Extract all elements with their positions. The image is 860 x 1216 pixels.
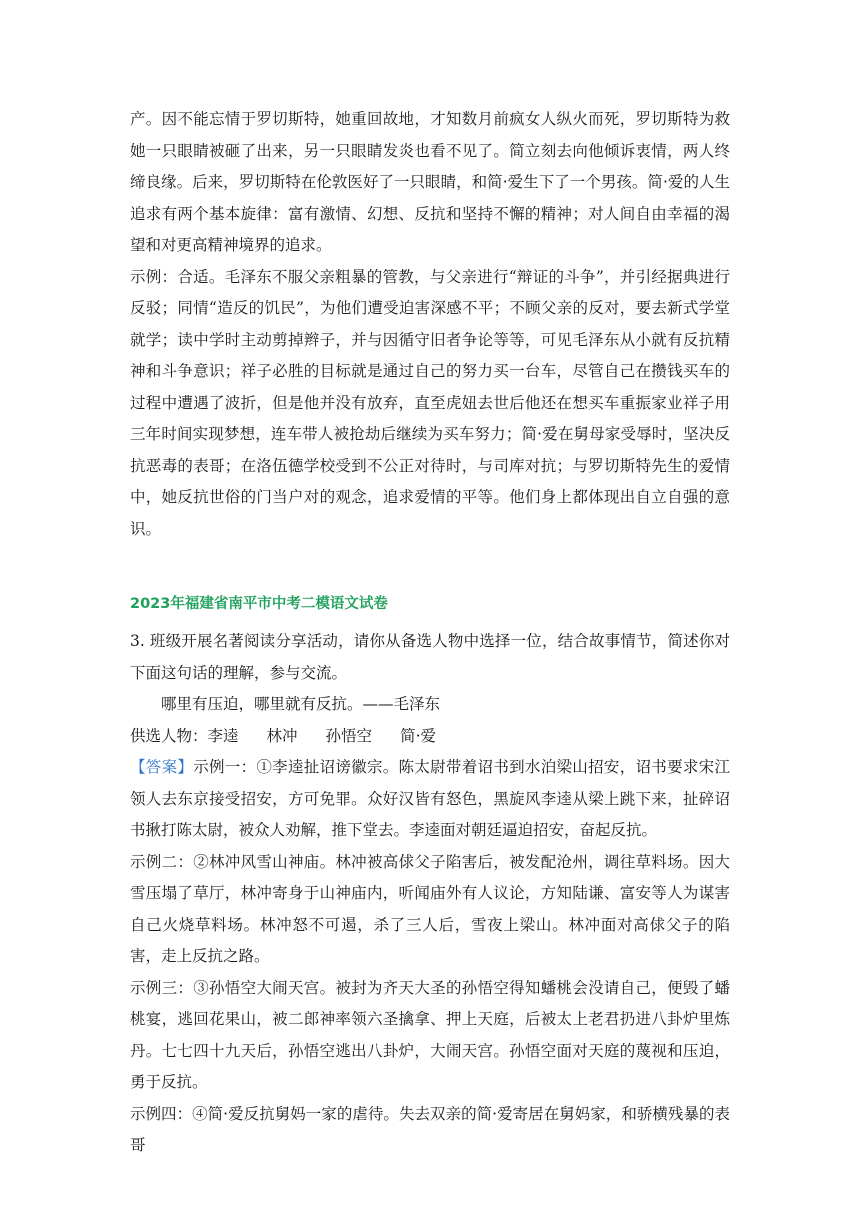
answer-example-1 [130, 752, 730, 847]
example-paragraph: 示例：合适。毛泽东不服父亲粗暴的管教，与父亲进行“辩证的斗争”，并引经据典进行反驳；同情“造反的饥民”，为他们遭受迫害深感不平；不顾父亲的反对，要去新式学堂就学；读中学时主动剪掉辫子，并与因循守旧者争论等等，可见毛泽东从小就有反抗精神和斗争意识；祥子必胜的目标就是通过自己的努力买一台车，尽管自己在攒钱买车的过程中遭遇了波折，但是他并没有放弃，直至虎妞去世后他还在想买车重振家业祥子用三年时间实现梦想，连车带人被抢劫后继续为买车努力；简·爱在舅母家受辱时，坚决反抗恶毒的表哥；在洛伍德学校受到不公正对待时，与司库对抗；与罗切斯特先生的爱情中，她反抗世俗的门当户对的观念，追求爱情的平等。他们身上都体现出自立自强的意识。 [130, 267, 730, 538]
answer-example-2: 示例二：②林冲风雪山神庙。林冲被高俅父子陷害后，被发配沧州，调往草料场。因大雪压塌了草厅，林冲寄身于山神庙内，听闻庙外有人议论，方知陆谦、富安等人为谋害自己火烧草料场。林冲怒不可遏，杀了三人后，雪夜上梁山。林冲面对高俅父子的陷害，走上反抗之路。 [130, 852, 730, 965]
option-item: 林冲 [266, 726, 298, 745]
example-1-text: 示例一：①李逵扯诏谤徽宗。陈太尉带着诏书到水泊梁山招安，诏书要求宋江领人去东京接受招安，方可免罪。众好汉皆有怒色，黑旋风李逵从梁上跳下来，扯碎诏书揪打陈太尉，被众人劝解，推下堂去。李逵面对朝廷逼迫招安，奋起反抗。 [130, 758, 730, 839]
quote-text: 哪里有压迫，哪里就有反抗。——毛泽东 [161, 695, 441, 713]
option-item: 简·爱 [400, 726, 436, 745]
exam-title: 2023年福建省南平市中考二模语文试卷 [130, 596, 388, 612]
question-text: 3. 班级开展名著阅读分享活动，请你从备选人物中选择一位，结合故事情节，简述你对下面这句话的理解，参与交流。 [130, 632, 730, 682]
document-page [130, 0, 730, 1162]
answer-example-3: 示例三：③孙悟空大闹天宫。被封为齐天大圣的孙悟空得知蟠桃会没请自己，便毁了蟠桃宴，逃回花果山，被二郎神率领六圣擒拿、押上天庭，后被太上老君扔进八卦炉里炼丹。七七四十九天后，孙悟空逃出八卦炉，大闹天宫。孙悟空面对天庭的蔑视和压迫，勇于反抗。 [130, 978, 730, 1091]
answer-example-4: 示例四：④简·爱反抗舅妈一家的虐待。失去双亲的简·爱寄居在舅妈家，和骄横残暴的表哥 [130, 1104, 730, 1154]
continued-paragraph: 产。因不能忘情于罗切斯特，她重回故地，才知数月前疯女人纵火而死，罗切斯特为救她一只眼睛被砸了出来，另一只眼睛发炎也看不见了。简立刻去向他倾诉衷情，两人终缔良缘。后来，罗切斯特在伦敦医好了一只眼睛，和简·爱生下了一个男孩。简·爱的人生追求有两个基本旋律：富有激情、幻想、反抗和坚持不懈的精神；对人间自由幸福的渴望和对更高精神境界的追求。 [130, 110, 730, 254]
options-label: 供选人物： [130, 726, 208, 745]
option-item: 孙悟空 [325, 726, 373, 745]
answer-tag: 【答案】 [130, 758, 194, 776]
options-line [130, 721, 730, 753]
option-item: 李逵 [207, 726, 239, 745]
